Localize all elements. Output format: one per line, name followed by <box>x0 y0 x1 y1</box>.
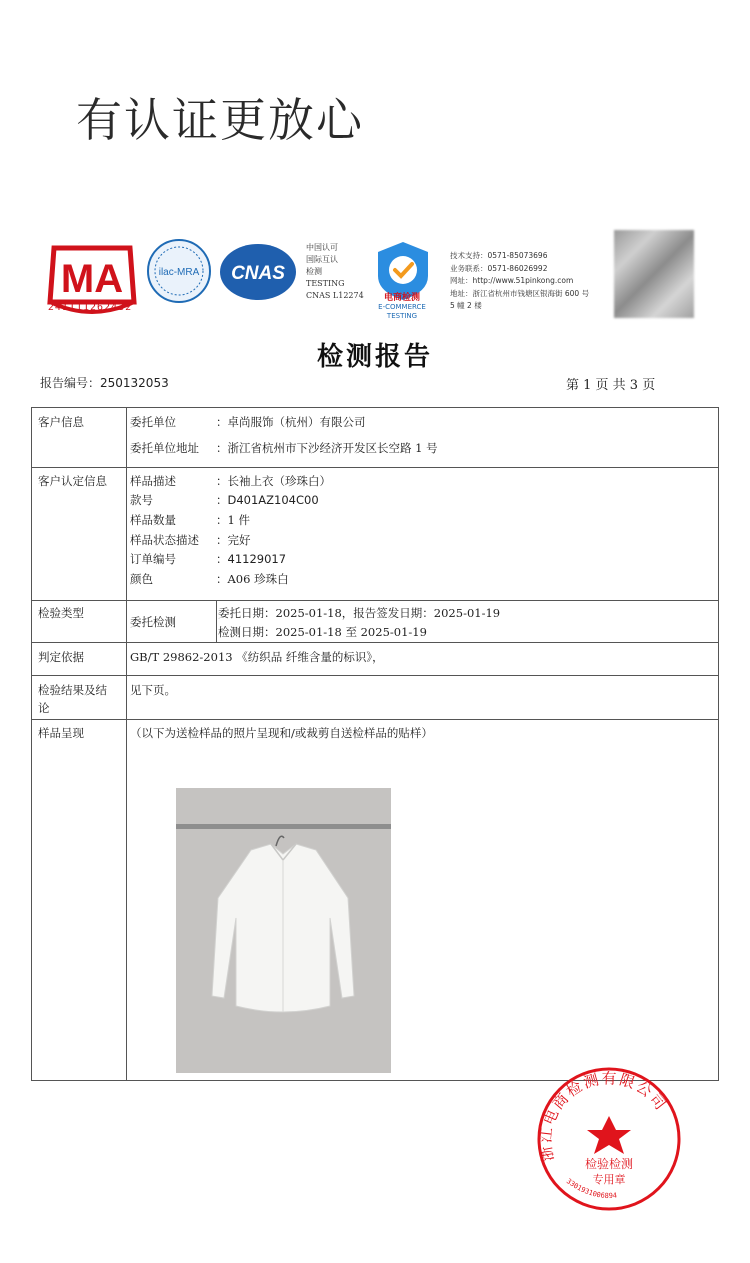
page-info: 第 1 页 共 3 页 <box>566 378 656 393</box>
confirm-value: ：D401AZ104C00 <box>216 493 319 507</box>
confirm-key: 样品描述 <box>130 474 176 488</box>
result-label-cont: 论 <box>38 701 50 715</box>
commission-date: 委托日期：2025-01-18，报告签发日期：2025-01-19 <box>218 606 501 620</box>
divider <box>32 675 718 676</box>
ilac-mra-logo <box>146 238 212 304</box>
commission-unit-value: ：卓尚服饰（杭州）有限公司 <box>216 415 366 429</box>
confirm-value: ：41129017 <box>216 552 287 566</box>
confirm-key: 款号 <box>130 493 153 507</box>
test-type-label: 检验类型 <box>38 606 84 620</box>
divider <box>32 642 718 643</box>
svg-text:浙江电商检测有限公司 <box>536 1069 670 1162</box>
cnas-line: 检测 <box>306 267 322 276</box>
divider <box>32 600 718 601</box>
cnas-description <box>306 242 364 302</box>
sample-label: 样品呈现 <box>38 726 84 740</box>
cnas-line: TESTING <box>306 279 345 288</box>
commission-unit-label: 委托单位 <box>130 415 176 429</box>
seal-number: 3301931006894 <box>564 1177 618 1201</box>
sample-note: （以下为送检样品的照片呈现和/或裁剪自送检样品的贴样） <box>130 726 433 740</box>
cma-logo <box>42 242 142 326</box>
ecommerce-testing-label <box>362 294 442 321</box>
contact-line: 业务联系：0571-86026992 <box>450 263 548 273</box>
contact-line: 地址：浙江省杭州市钱塘区银海街 600 号 <box>450 288 590 298</box>
report-number: 报告编号：250132053 <box>40 376 169 390</box>
confirm-key: 样品数量 <box>130 513 176 527</box>
contact-line: 网址：http://www.51pinkong.com <box>450 276 574 285</box>
cnas-line: 国际互认 <box>306 255 338 264</box>
confirm-value: ：1 件 <box>216 513 250 527</box>
seal-center-line1: 检验检测 <box>584 1157 634 1171</box>
address-value: ：浙江省杭州市下沙经济开发区长空路 1 号 <box>216 441 438 455</box>
cma-text: MA <box>60 257 124 301</box>
test-type-value: 委托检测 <box>130 615 176 629</box>
basis-label: 判定依据 <box>38 650 84 664</box>
ilac-text: ilac-MRA <box>158 267 200 278</box>
official-seal-stamp <box>534 1064 684 1214</box>
report-title: 检测报告 <box>316 342 433 372</box>
result-label: 检验结果及结 <box>38 683 107 697</box>
divider <box>32 719 718 720</box>
contact-line: 5 幢 2 楼 <box>450 301 482 310</box>
confirm-value: ：A06 珍珠白 <box>216 572 289 586</box>
contact-line: 技术支持：0571-85073696 <box>450 251 548 260</box>
cnas-line: 中国认可 <box>306 243 338 252</box>
qr-code-blurred <box>614 230 694 318</box>
divider <box>32 467 718 468</box>
certification-logos <box>40 232 700 322</box>
client-info-label: 客户信息 <box>38 415 84 429</box>
confirm-value: ：长袖上衣（珍珠白） <box>216 474 331 488</box>
divider <box>126 408 127 1080</box>
sample-photo <box>176 788 391 1073</box>
confirm-value: ：完好 <box>216 533 251 547</box>
report-table <box>31 407 719 1081</box>
confirm-key: 订单编号 <box>130 552 176 566</box>
seal-center-line2: 专用章 <box>592 1173 626 1186</box>
basis-value: GB/T 29862-2013 《纺织品 纤维含量的标识》， <box>130 650 384 664</box>
cma-number: 241111262432 <box>47 302 133 313</box>
confirm-key: 颜色 <box>130 572 153 586</box>
headline: 有认证更放心 <box>76 93 364 147</box>
divider <box>216 600 217 642</box>
ecommerce-en: E-COMMERCE TESTING <box>378 303 426 320</box>
test-date: 检测日期：2025-01-18 至 2025-01-19 <box>218 625 427 639</box>
ecommerce-cn: 电商检测 <box>383 293 420 303</box>
result-value: 见下页。 <box>130 683 176 697</box>
cnas-logo <box>218 242 298 302</box>
confirm-key: 样品状态描述 <box>130 533 199 547</box>
client-confirm-label: 客户认定信息 <box>38 474 107 488</box>
contact-info <box>450 250 589 313</box>
cnas-line: CNAS L12274 <box>306 291 364 300</box>
cnas-text: CNAS <box>231 263 285 284</box>
address-label: 委托单位地址 <box>130 441 199 455</box>
seal-ring-text: 浙江电商检测有限公司 <box>536 1069 671 1163</box>
